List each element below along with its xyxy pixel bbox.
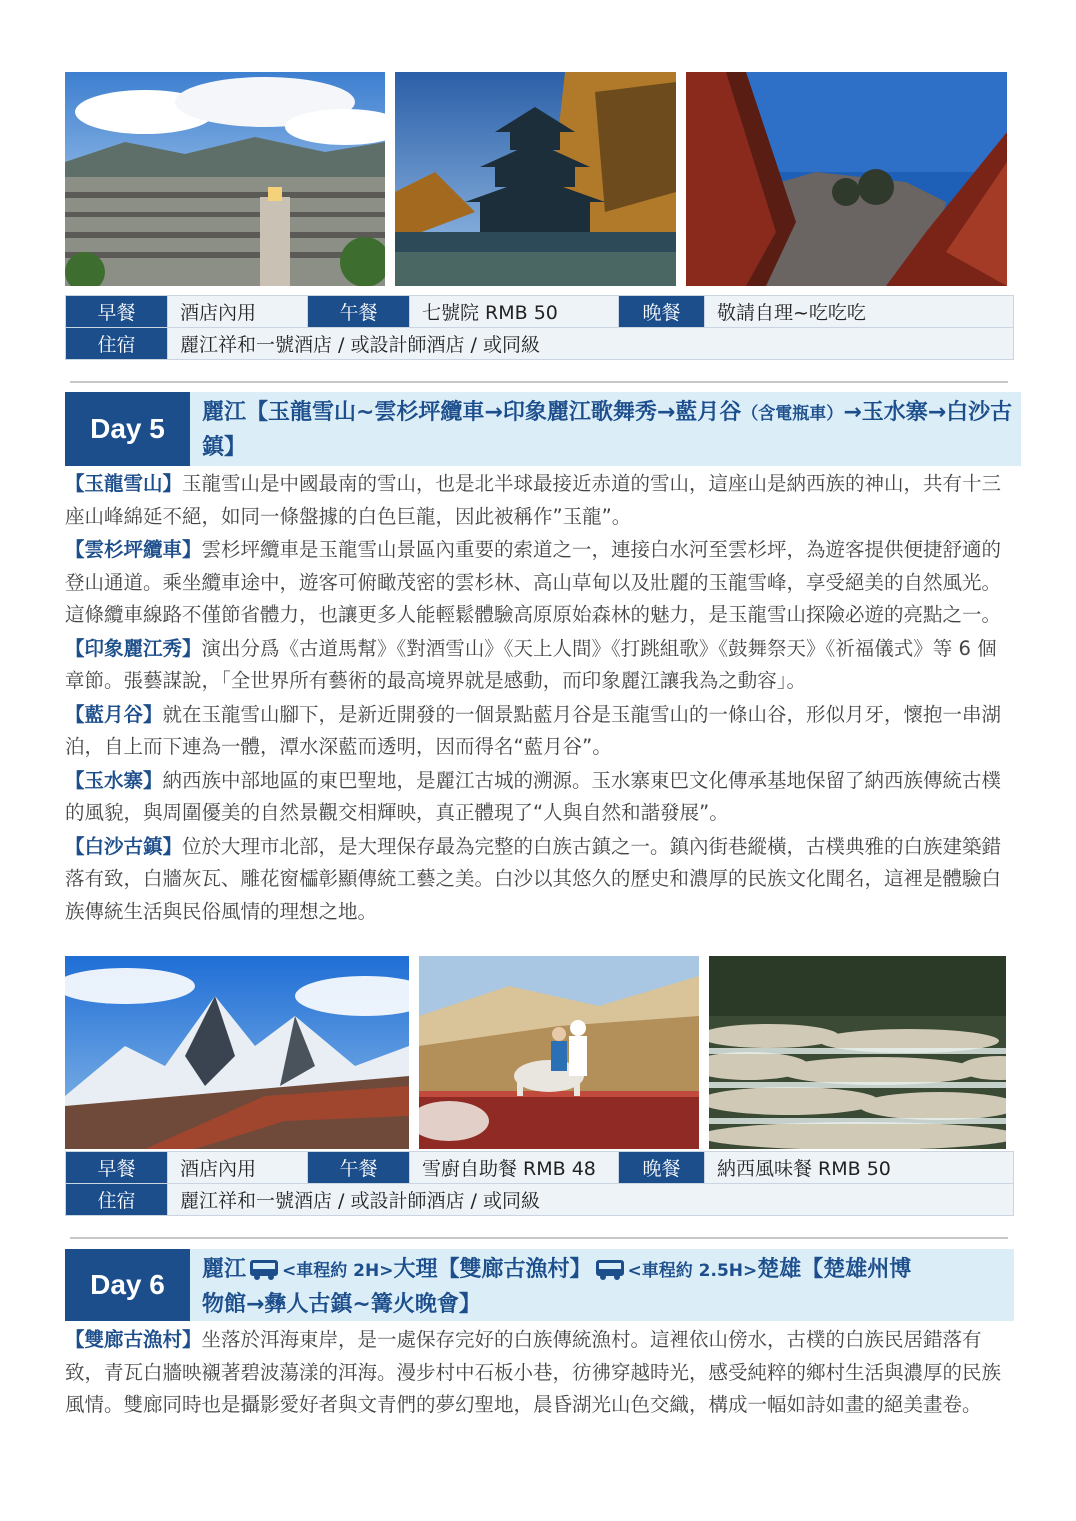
day5-description xyxy=(65,468,1015,928)
hotel-value: 麗江祥和一號酒店 / 或設計師酒店 / 或同級 xyxy=(168,328,1014,360)
day5-title-a: 麗江【玉龍雪山~雲杉坪纜車→印象麗江歌舞秀→藍月谷 xyxy=(202,400,742,425)
old-town-eaves-photo xyxy=(686,72,1007,286)
para-cableway: 【雲杉坪纜車】雲杉坪纜車是玉龍雪山景區內重要的索道之一，連接白水河至雲杉坪，為遊客提供便捷舒適的登山通道。乘坐纜車途中，遊客可俯瞰茂密的雲杉林、高山草甸以及壯麗的玉龍雪峰，享受絕美的自然風光。這條纜車線路不僅節省體力，也讓更多人能輕鬆體驗高原原始森林的魅力，是玉龍雪山探險必遊的亮點之一。 xyxy=(65,538,1002,626)
para-bluemoon: 【藍月谷】就在玉龍雪山腳下，是新近開發的一個景點藍月谷是玉龍雪山的一條山谷，形似月牙，懷抱一串湖泊，自上而下連為一體，潭水深藍而透明，因而得名“藍月谷”。 xyxy=(65,702,1002,758)
lunch-value: 雪廚自助餐 RMB 48 xyxy=(410,1152,619,1184)
day5-meal-table xyxy=(65,1151,1014,1216)
day5-title-c: →玉水寨→白沙古鎮】 xyxy=(202,400,1013,460)
lijiang-old-town-rooftops-photo xyxy=(65,72,385,286)
jade-dragon-snow-mountain-photo xyxy=(65,956,409,1149)
day6-drive-time-1: <車程約 2H> xyxy=(282,1261,394,1281)
para-shuanglang: 【雙廊古漁村】坐落於洱海東岸，是一處保存完好的白族傳統漁村。這裡依山傍水，古樸的白族民居錯落有致，青瓦白牆映襯著碧波蕩漾的洱海。漫步村中石板小巷，彷彿穿越時光，感受純粹的鄉村生活與濃厚的民族風情。雙廊同時也是攝影愛好者與文青們的夢幻聖地，晨昏湖光山色交織，構成一幅如詩如畫的絕美畫卷。 xyxy=(65,1328,1002,1416)
day6-drive-time-2: <車程約 2.5H> xyxy=(627,1261,758,1281)
dinner-label: 晚餐 xyxy=(619,296,705,328)
day5-title-b: （含電瓶車） xyxy=(741,404,844,424)
breakfast-value: 酒店內用 xyxy=(168,296,308,328)
divider xyxy=(70,381,1008,383)
day6-title-dali: 大理【雙廊古漁村】 xyxy=(393,1257,592,1282)
breakfast-label: 早餐 xyxy=(66,1152,168,1184)
day6-title xyxy=(190,1249,1014,1321)
breakfast-value: 酒店內用 xyxy=(168,1152,308,1184)
lunch-label: 午餐 xyxy=(308,1152,410,1184)
day5-title xyxy=(190,392,1021,466)
day6-title-rest: 物館→彝人古鎮~篝火晚會】 xyxy=(202,1292,481,1317)
day5-badge: Day 5 xyxy=(65,392,190,466)
day6-description xyxy=(65,1324,1015,1422)
dinner-label: 晚餐 xyxy=(619,1152,705,1184)
black-dragon-pool-pagoda-photo xyxy=(395,72,676,286)
lunch-value: 七號院 RMB 50 xyxy=(410,296,619,328)
hotel-label: 住宿 xyxy=(66,328,168,360)
para-impression: 【印象麗江秀】演出分爲《古道馬幫》《對酒雪山》《天上人間》《打跳組歌》《鼓舞祭天》《祈福儀式》等 6 個章節。張藝謀說，「全世界所有藝術的最高境界就是感動，而印象麗江讓我為之動容」。 xyxy=(65,636,997,692)
breakfast-label: 早餐 xyxy=(66,296,168,328)
day4-meal-table xyxy=(65,295,1014,360)
dinner-value: 納西風味餐 RMB 50 xyxy=(705,1152,1014,1184)
day6-badge: Day 6 xyxy=(65,1249,190,1321)
bus-icon xyxy=(249,1258,279,1280)
para-yulong: 【玉龍雪山】玉龍雪山是中國最南的雪山，也是北半球最接近赤道的雪山，這座山是納西族的神山，共有十三座山峰綿延不絕，如同一條盤據的白色巨龍，因此被稱作”玉龍”。 xyxy=(65,472,1002,528)
dinner-value: 敬請自理~吃吃吃 xyxy=(705,296,1014,328)
blue-moon-valley-terraces-photo xyxy=(709,956,1006,1149)
day6-title-chuxiong: 楚雄【楚雄州博 xyxy=(757,1257,912,1282)
divider xyxy=(70,1237,1008,1239)
para-yushuizhai: 【玉水寨】納西族中部地區的東巴聖地，是麗江古城的溯源。玉水寨東巴文化傳承基地保留了納西族傳統古樸的風貌，與周圍優美的自然景觀交相輝映，真正體現了“人與自然和諧發展”。 xyxy=(65,768,1002,824)
bus-icon xyxy=(595,1258,625,1280)
lunch-label: 午餐 xyxy=(308,296,410,328)
hotel-label: 住宿 xyxy=(66,1184,168,1216)
impression-lijiang-horse-riders-photo xyxy=(419,956,699,1149)
para-baisha: 【白沙古鎮】位於大理市北部，是大理保存最為完整的白族古鎮之一。鎮內街巷縱橫，古樸典雅的白族建築錯落有致，白牆灰瓦、雕花窗櫺彰顯傳統工藝之美。白沙以其悠久的歷史和濃厚的民族文化聞名，這裡是體驗白族傳統生活與民俗風情的理想之地。 xyxy=(65,834,1002,923)
hotel-value: 麗江祥和一號酒店 / 或設計師酒店 / 或同級 xyxy=(168,1184,1014,1216)
day6-title-origin: 麗江 xyxy=(202,1257,247,1282)
